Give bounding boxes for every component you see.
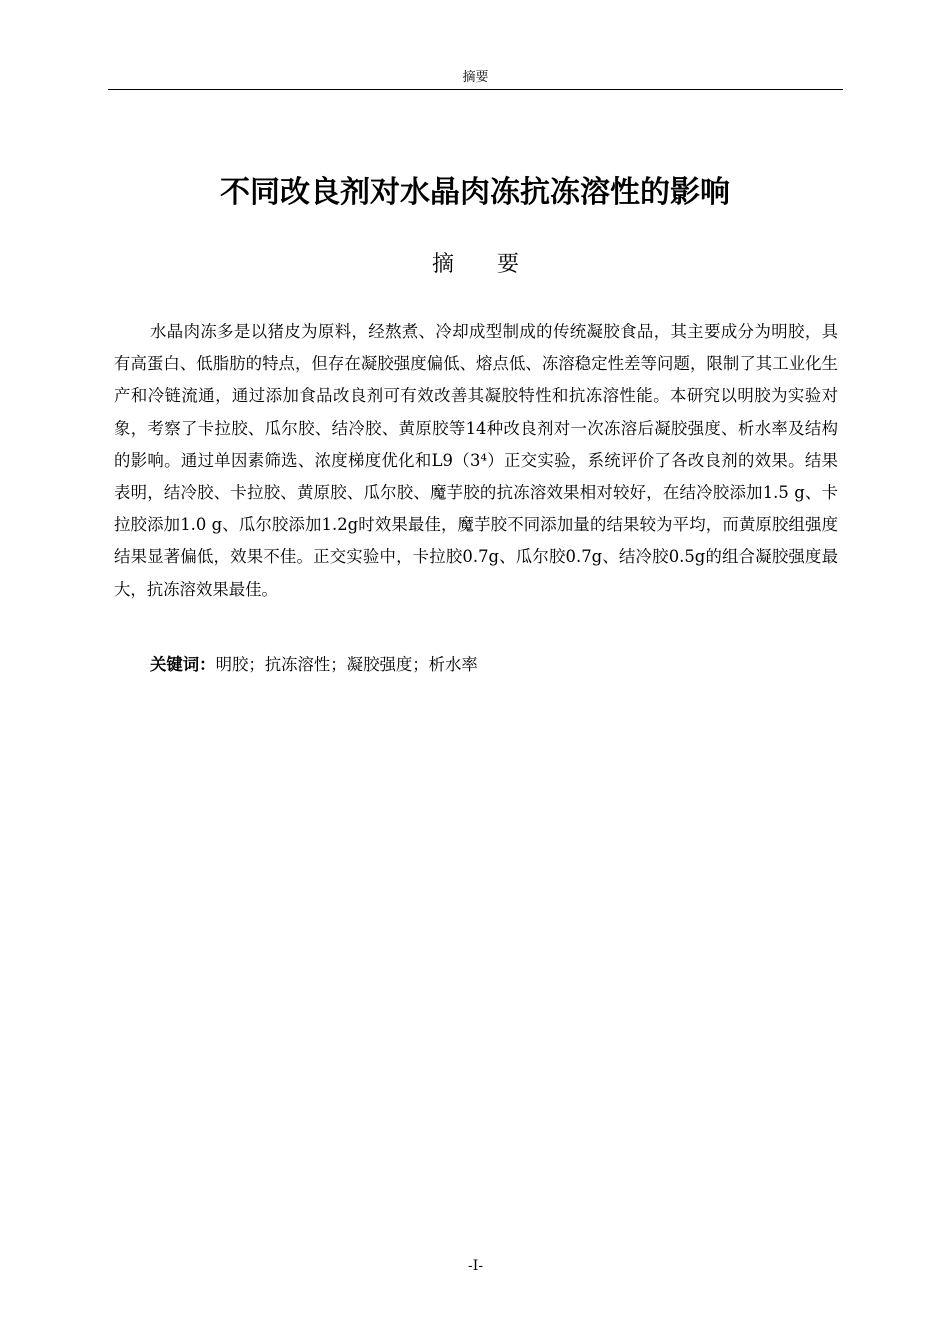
abstract-body: 水晶肉冻多是以猪皮为原料，经熬煮、冷却成型制成的传统凝胶食品，其主要成分为明胶，具有高蛋白、低脂肪的特点，但存在凝胶强度偏低、熔点低、冻溶稳定性差等问题，限制了其工业化生产和冷链流通，通过添加食品改良剂可有效改善其凝胶特性和抗冻溶性能。本研究以明胶为实验对象，考察了卡拉胶、瓜尔胶、结冷胶、黄原胶等14种改良剂对一次冻溶后凝胶强度、析水率及结构的影响。通过单因素筛选、浓度梯度优化和L9（3⁴）正交实验，系统评价了各改良剂的效果。结果表明，结冷胶、卡拉胶、黄原胶、瓜尔胶、魔芋胶的抗冻溶效果相对较好，在结冷胶添加1.5 g、卡拉胶添加1.0 g、瓜尔胶添加1.2g时效果最佳，魔芋胶不同添加量的结果较为平均，而黄原胶组强度结果显著偏低，效果不佳。正交实验中，卡拉胶0.7g、瓜尔胶0.7g、结冷胶0.5g的组合凝胶强度最大，抗冻溶效果最佳。	[114, 322, 838, 599]
abstract-heading: 摘 要	[432, 252, 537, 277]
document-title: 不同改良剂对水晶肉冻抗冻溶性的影响	[220, 175, 730, 210]
keywords-line	[150, 649, 478, 681]
page-number: -I-	[468, 1258, 483, 1274]
keywords-label: 关键词：	[150, 655, 216, 674]
running-header: 摘要	[462, 70, 489, 85]
keywords-list: 明胶；抗冻溶性；凝胶强度；析水率	[215, 655, 478, 674]
header-divider	[108, 89, 843, 90]
